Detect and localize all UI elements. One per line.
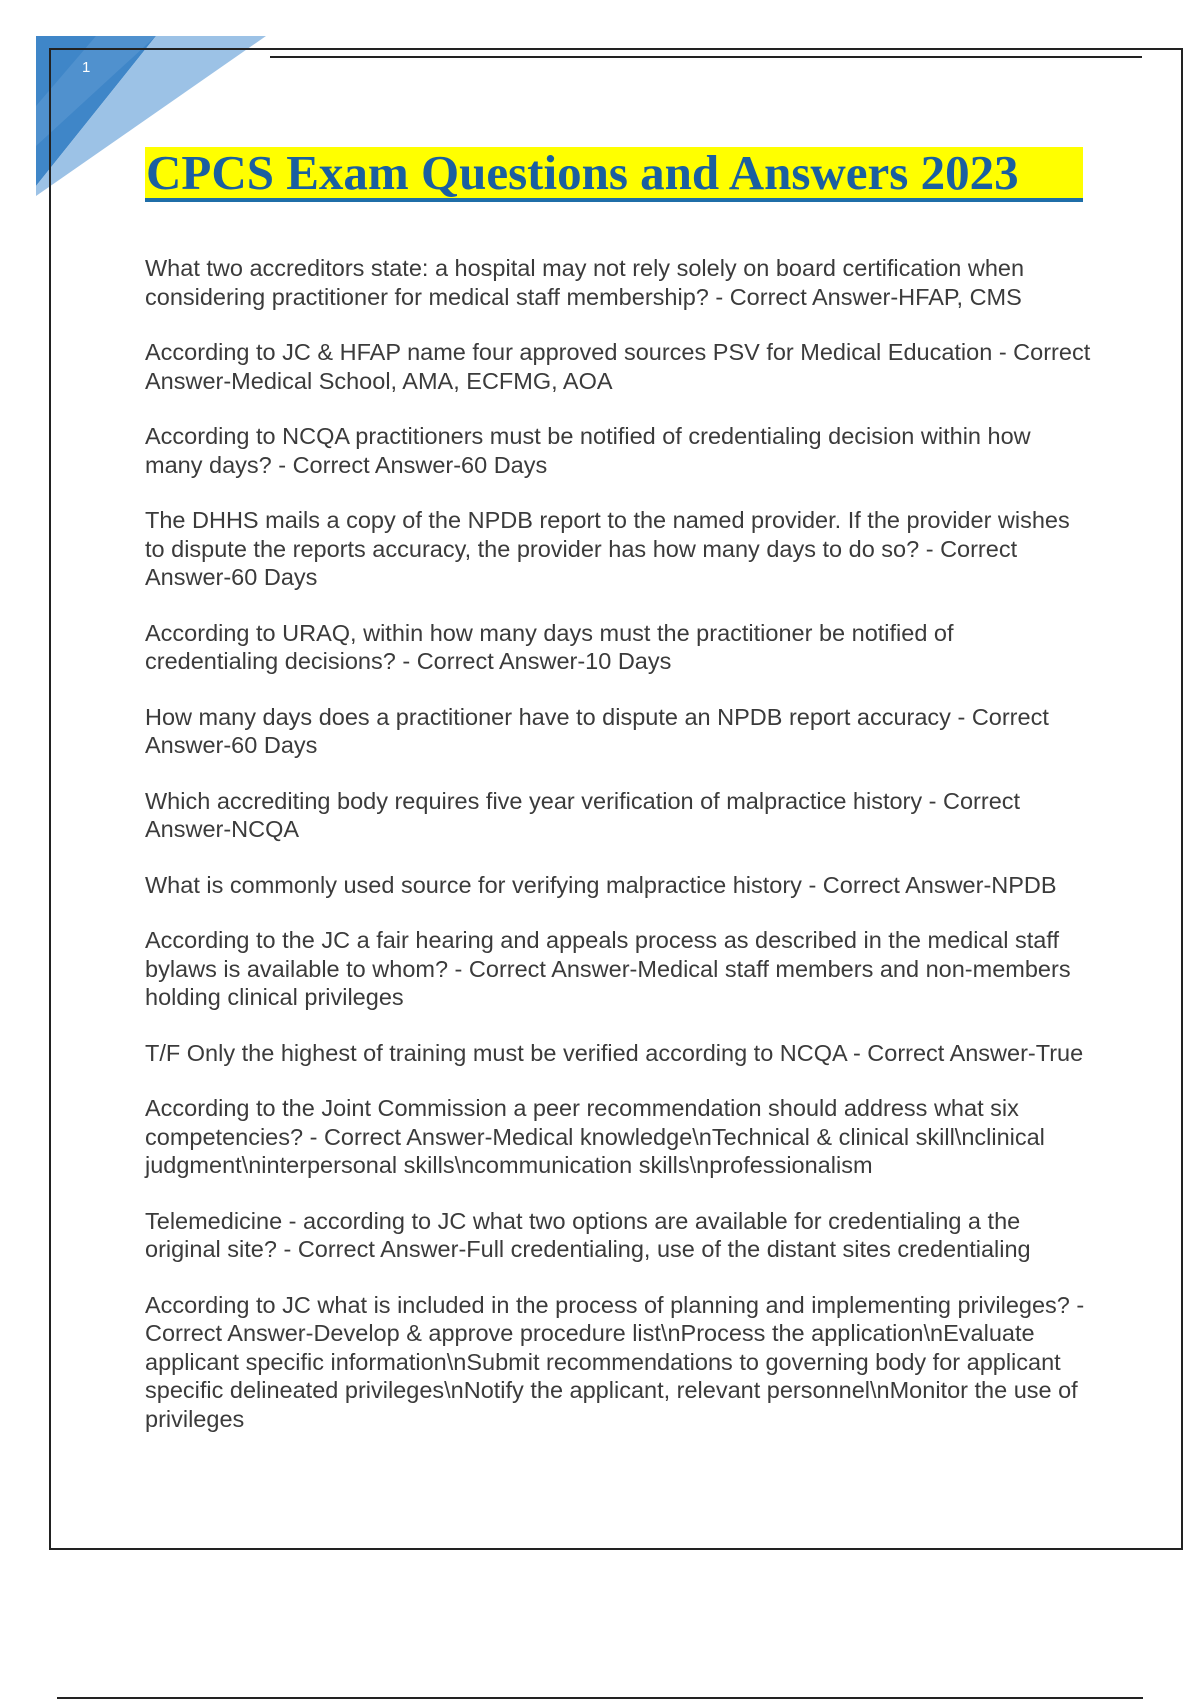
document-title: CPCS Exam Questions and Answers 2023: [145, 147, 1083, 202]
qa-item: According to JC what is included in the process of planning and implementing privileges? - Correct Answer-Develop & approve procedure list\nProcess the application\nEvaluate applicant specific information\nSubmit recommendations to governing body for applicant specific delineated privileges\nNotify the applicant, relevant personnel\nMonitor the use of privileges: [145, 1291, 1085, 1432]
qa-item: Telemedicine - according to JC what two options are available for credentialing a the original site? - Correct Answer-Full credentialing, use of the distant sites credentialing: [145, 1207, 1031, 1262]
qa-item: Which accrediting body requires five year verification of malpractice history - Correct Answer-NCQA: [145, 787, 1021, 842]
footer-rule: [57, 1697, 1143, 1699]
qa-item: According to NCQA practitioners must be notified of credentialing decision within how many days? - Correct Answer-60 Days: [145, 423, 1031, 478]
qa-item: The DHHS mails a copy of the NPDB report to the named provider. If the provider wishes to dispute the reports accuracy, the provider has how many days to do so? - Correct Answer-60 Days: [145, 507, 1070, 590]
page-number: 1: [82, 59, 91, 76]
qa-item: What two accreditors state: a hospital may not rely solely on board certification when considering practitioner for medical staff membership? - Correct Answer-HFAP, CMS: [145, 255, 1025, 310]
qa-item: What is commonly used source for verifying malpractice history - Correct Answer-NPDB: [145, 871, 1057, 898]
qa-list: [145, 254, 1093, 1460]
qa-item: T/F Only the highest of training must be verified according to NCQA - Correct Answer-True: [145, 1039, 1084, 1066]
qa-item: According to the Joint Commission a peer recommendation should address what six competencies? - Correct Answer-Medical knowledge\nTechnical & clinical skill\nclinical judgment\ninterpersonal skills\ncommunication skills\nprofessionalism: [145, 1095, 1045, 1178]
qa-item: How many days does a practitioner have to dispute an NPDB report accuracy - Correct Answer-60 Days: [145, 703, 1049, 758]
qa-item: According to JC & HFAP name four approved sources PSV for Medical Education - Correct Answer-Medical School, AMA, ECFMG, AOA: [145, 339, 1091, 394]
qa-item: According to URAQ, within how many days must the practitioner be notified of credentialing decisions? - Correct Answer-10 Days: [145, 619, 954, 674]
qa-item: According to the JC a fair hearing and appeals process as described in the medical staff bylaws is available to whom? - Correct Answer-Medical staff members and non-members holding clinical privileges: [145, 927, 1071, 1010]
